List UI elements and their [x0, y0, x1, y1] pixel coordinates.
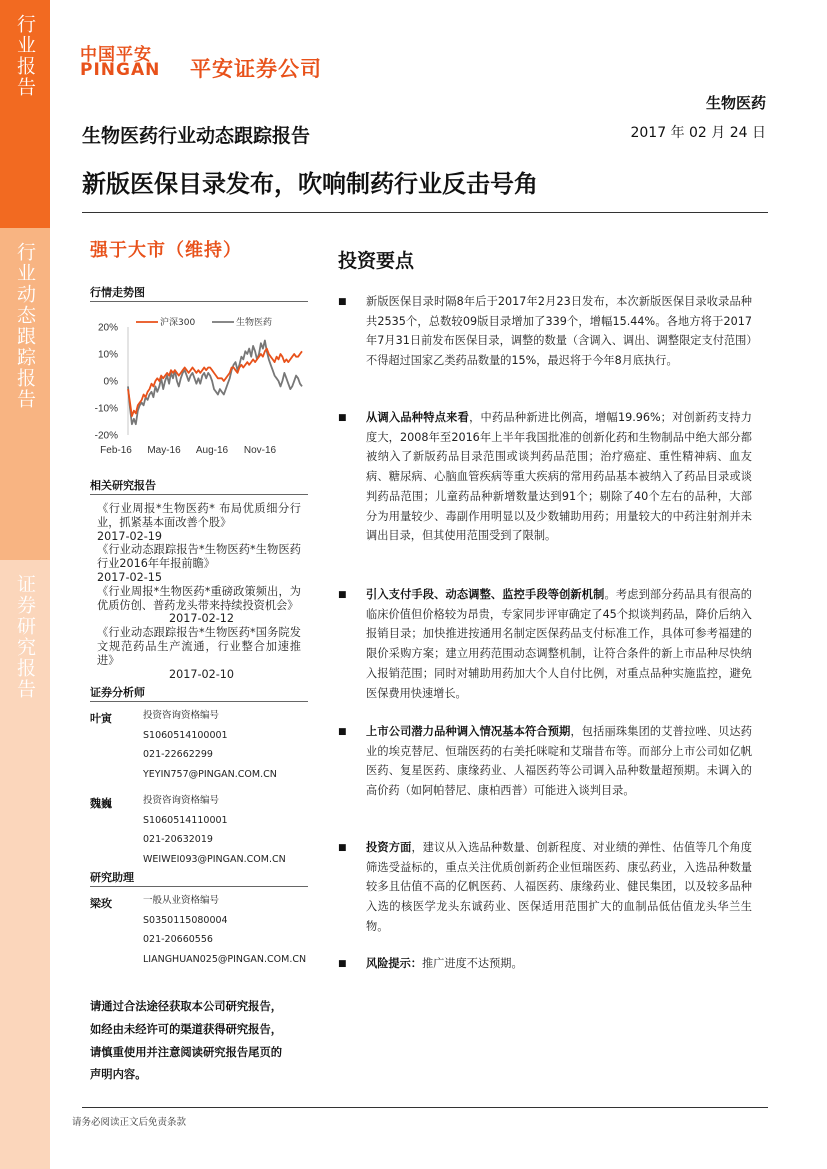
analyst-phone: 021-22662299: [143, 749, 213, 761]
analyst-cert-label: 投资咨询资格编号: [143, 795, 220, 806]
analysts-heading: 证券分析师: [90, 686, 145, 699]
investment-points-heading: 投资要点: [338, 250, 415, 272]
point-text: ，包括丽珠集团的艾普拉唑、贝达药业的埃克替尼、恒瑞医药的右美托咪啶和艾瑞昔布等。而部分上市公司如亿帆医药、复星医药、康缘药业、人福医药等公司调入品种数量超预期。未调入的高价药（如阿帕替尼、康柏西普）可能进入谈判目录。: [366, 725, 752, 798]
disclaimer-warning: 请通过合法途径获取本公司研究报告，如经由未经许可的渠道获得研究报告，请慎重使用并注意阅读研究报告尾页的声明内容。: [90, 1000, 283, 1082]
section-divider: [90, 886, 308, 887]
rating: 强于大市（维持）: [90, 240, 242, 261]
related-reports-heading: 相关研究报告: [90, 479, 156, 492]
related-reports-list: [97, 502, 301, 681]
chart-y-tick-label: 0%: [103, 376, 118, 388]
side-band-dynamic-tracking: 行业动态跟踪报告: [0, 228, 50, 560]
bullet-icon: ■: [338, 413, 347, 423]
chart-series-line-hs300: [128, 349, 302, 417]
assistant-info: [143, 891, 306, 969]
assistant-cert-label: 一般从业资格编号: [143, 895, 220, 906]
chart-y-tick-label: 20%: [97, 322, 118, 334]
assistant-name: 梁玫: [90, 897, 112, 910]
section-divider: [90, 301, 308, 302]
investment-point: [366, 585, 752, 703]
analyst-name: 叶寅: [90, 712, 112, 725]
related-report-title[interactable]: 《行业周报*生物医药*重磅政策频出，为优质仿创、普药龙头带来持续投资机会》: [97, 584, 301, 612]
bullet-icon: ■: [338, 959, 347, 969]
market-trend-heading: 行情走势图: [90, 286, 145, 299]
related-report-date: 2017-02-10: [169, 667, 235, 681]
point-text: 新版医保目录时隔8年后于2017年2月23日发布，本次新版医保目录收录品种共2535个，总数较09版目录增加了339个，增幅15.44%。各地方将于2017年7月31日前发布医保目录，调整的数量（含调入、调出、调整限定支付范围）不得超过国家乙类药品数量的15%，最迟将于今年8月底执行。: [366, 295, 752, 368]
analyst-info: [143, 791, 286, 869]
related-report-title[interactable]: 《行业动态跟踪报告*生物医药*国务院发文规范药品生产流通，行业整合加速推进》: [97, 626, 301, 667]
point-lead: 风险提示：: [366, 957, 422, 970]
logo-cn: 中国平安: [80, 45, 152, 65]
point-text: ，建议从入选品种数量、创新程度、对业绩的弹性、估值等几个角度筛选受益标的，重点关注优质创新药企业恒瑞医药、康弘药业，入选品种数量较多且估值不高的亿帆医药、人福医药、康缘药业、健民集团，以及较多品种入选的核医学龙头东诚药业、医保适用范围扩大的血制品低估值龙头华兰生物。: [366, 841, 752, 933]
footer-disclaimer: 请务必阅读正文后免责条款: [72, 1117, 187, 1128]
footer-divider: [82, 1107, 768, 1108]
company-name: 平安证券公司: [190, 57, 322, 81]
chart-legend-label: 生物医药: [236, 318, 273, 328]
related-report-date: 2017-02-12: [169, 612, 235, 626]
assistant-heading: 研究助理: [90, 871, 134, 884]
analyst-cert-label: 投资咨询资格编号: [143, 710, 220, 721]
point-lead: 引入支付手段、动态调整、监控手段等创新机制: [366, 588, 605, 601]
bullet-icon: ■: [338, 590, 347, 600]
analyst-email[interactable]: YEYIN757@PINGAN.COM.CN: [143, 768, 277, 780]
point-text: ，中药品种新进比例高，增幅19.96%；对创新药支持力度大，2008年至2016年上半年我国批准的创新化药和生物制品中绝大部分都被纳入了新版药品目录范围或谈判药品范围；治疗癌症、重性精神病、血友病、糖尿病、心脑血管疾病等重大疾病的常用药品基本被纳入了药品目录或谈判药品范围；儿童药品种新增数量达到91个；剔除了40个左右的品种，大部分为用量较少、毒副作用明显以及少数辅助用药；用量较大的中药注射剂并未调出目录，但其使用范围受到了限制。: [366, 411, 752, 543]
chart-y-tick-label: -10%: [94, 403, 118, 415]
bullet-icon: ■: [338, 297, 347, 307]
investment-point: [366, 292, 752, 371]
chart-legend-label: 沪深300: [160, 318, 196, 328]
sector-label: 生物医药: [705, 94, 766, 112]
investment-point: [366, 954, 752, 974]
related-report-title[interactable]: 《行业动态跟踪报告*生物医药*生物医药行业2016年年报前瞻》: [97, 543, 301, 571]
assistant-email[interactable]: LIANGHUAN025@PINGAN.COM.CN: [143, 953, 307, 965]
point-text: 推广进度不达预期。: [421, 957, 523, 970]
report-date: 2017 年 02 月 24 日: [630, 125, 766, 141]
analyst-info: [143, 706, 277, 784]
report-type: 生物医药行业动态跟踪报告: [82, 125, 311, 147]
section-divider: [90, 701, 308, 702]
section-divider: [90, 494, 308, 495]
investment-point: [366, 408, 752, 546]
related-report-title[interactable]: 《行业周报*生物医药* 布局优质细分行业，抓紧基本面改善个股》: [97, 502, 301, 529]
chart-y-tick-label: -20%: [94, 430, 118, 442]
side-band-industry-report: 行业报告: [0, 0, 50, 228]
analyst-name: 魏巍: [90, 797, 112, 810]
analyst-email[interactable]: WEIWEI093@PINGAN.COM.CN: [143, 853, 286, 865]
bullet-icon: ■: [338, 727, 347, 737]
logo-en: PINGAN: [80, 60, 161, 80]
assistant-cert-number: S0350115080004: [143, 914, 228, 926]
related-report-date: 2017-02-15: [97, 570, 163, 584]
investment-point: [366, 722, 752, 801]
market-trend-chart: [88, 312, 312, 462]
analyst-phone: 021-20632019: [143, 834, 213, 846]
analyst-cert-number: S1060514100001: [143, 729, 228, 741]
chart-x-tick-label: Nov-16: [243, 445, 277, 456]
chart-y-tick-label: 10%: [97, 349, 118, 361]
chart-x-tick-label: Aug-16: [195, 445, 229, 456]
investment-point: [366, 838, 752, 937]
bullet-icon: ■: [338, 843, 347, 853]
chart-x-tick-label: Feb-16: [100, 445, 132, 456]
point-text: 。考虑到部分药品具有很高的临床价值但价格较为昂贵，专家同步评审确定了45个拟谈判药品，降价后纳入报销目录；加快推进按通用名制定医保药品支付标准工作，具体可参考福建的限价采购方案；建立用药范围动态调整机制，让符合条件的新上市品种尽快纳入报销范围；同时对辅助用药加大个人自付比例，对重点品种实施监控，避免医保费用快速增长。: [366, 588, 752, 700]
point-lead: 从调入品种特点来看: [366, 411, 470, 424]
related-report-date: 2017-02-19: [97, 529, 163, 543]
point-lead: 上市公司潜力品种调入情况基本符合预期: [366, 725, 571, 738]
side-band-securities-research: 证券研究报告: [0, 560, 50, 1169]
chart-x-tick-label: May-16: [147, 445, 181, 456]
page-title: 新版医保目录发布，吹响制药行业反击号角: [82, 170, 538, 198]
header-divider: [82, 212, 768, 213]
point-lead: 投资方面: [366, 841, 412, 854]
analyst-cert-number: S1060514110001: [143, 814, 228, 826]
assistant-phone: 021-20660556: [143, 934, 213, 946]
